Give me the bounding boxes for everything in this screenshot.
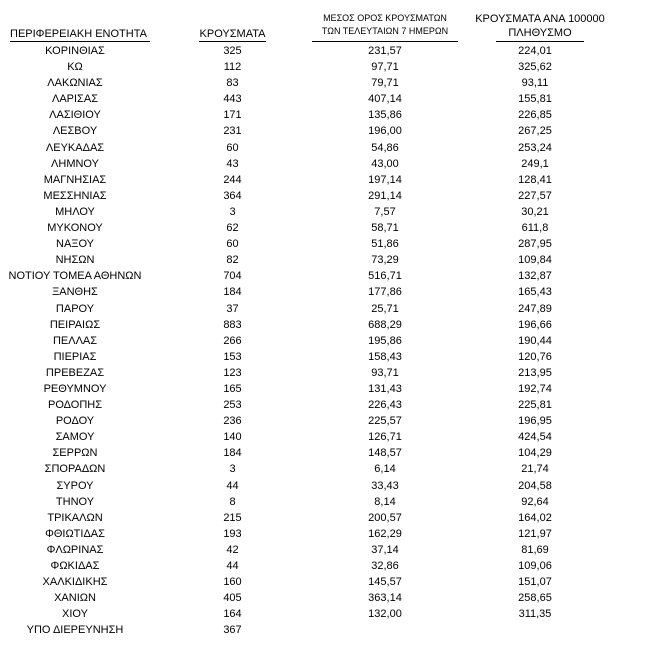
cell-cases: 704 bbox=[223, 270, 242, 283]
cell-avg: 7,57 bbox=[374, 205, 396, 218]
table-row bbox=[0, 349, 649, 365]
cell-per-capita: 120,76 bbox=[518, 350, 552, 363]
table-row bbox=[0, 107, 649, 123]
cell-avg: 196,00 bbox=[368, 125, 402, 138]
cell-avg: 54,86 bbox=[371, 141, 399, 154]
cell-avg: 93,71 bbox=[371, 366, 399, 379]
cell-per-capita: 311,35 bbox=[518, 608, 552, 621]
cell-region: ΛΑΣΙΘΙΟΥ bbox=[49, 109, 101, 122]
cell-region: ΣΠΟΡΑΔΩΝ bbox=[44, 463, 106, 476]
cell-cases: 83 bbox=[226, 77, 239, 90]
table-row bbox=[0, 510, 649, 526]
cell-per-capita: 165,43 bbox=[518, 286, 552, 299]
cell-region: ΚΟΡΙΝΘΙΑΣ bbox=[45, 45, 105, 57]
cell-region: ΜΗΛΟΥ bbox=[55, 205, 95, 218]
cell-avg: 688,29 bbox=[368, 318, 402, 331]
cell-per-capita: 121,97 bbox=[518, 527, 552, 540]
table-row bbox=[0, 397, 649, 413]
cell-per-capita: 109,06 bbox=[518, 560, 552, 572]
cell-cases: 3 bbox=[229, 463, 236, 476]
table-row bbox=[0, 413, 649, 429]
cell-per-capita: 21,74 bbox=[521, 463, 549, 476]
cell-region: ΦΩΚΙΔΑΣ bbox=[50, 560, 100, 572]
cell-avg: 73,29 bbox=[371, 254, 399, 267]
cell-avg: 177,86 bbox=[368, 286, 402, 299]
table-row bbox=[0, 461, 649, 477]
table-row bbox=[0, 91, 649, 107]
cell-avg: 131,43 bbox=[368, 382, 402, 395]
cell-per-capita: 196,66 bbox=[518, 318, 552, 331]
table-row bbox=[0, 123, 649, 139]
table-row bbox=[0, 365, 649, 381]
cell-cases: 153 bbox=[223, 350, 242, 363]
cell-per-capita: 92,64 bbox=[521, 495, 549, 508]
cell-per-capita: 611,8 bbox=[521, 222, 549, 235]
header-region-underline bbox=[10, 41, 150, 42]
cell-per-capita: 204,58 bbox=[518, 479, 552, 492]
cell-avg: 197,14 bbox=[368, 173, 402, 186]
cell-cases: 367 bbox=[223, 624, 242, 637]
cell-avg: 33,43 bbox=[371, 479, 399, 492]
cell-per-capita: 247,89 bbox=[518, 302, 552, 315]
cell-avg: 79,71 bbox=[371, 77, 399, 90]
table-row bbox=[0, 204, 649, 220]
header-per-line2: ΠΛΗΘΥΣΜΟ bbox=[508, 27, 572, 39]
cell-cases: 44 bbox=[226, 560, 239, 572]
table-row bbox=[0, 445, 649, 461]
header-avg-line1: ΜΕΣΟΣ ΟΡΟΣ ΚΡΟΥΣΜΑΤΩΝ bbox=[323, 13, 447, 23]
cell-region: ΥΠΟ ΔΙΕΡΕΥΝΗΣΗ bbox=[26, 624, 124, 637]
table-row bbox=[0, 542, 649, 558]
cell-region: ΠΙΕΡΙΑΣ bbox=[53, 350, 97, 363]
cell-region: ΛΕΣΒΟΥ bbox=[52, 125, 98, 138]
table-row bbox=[0, 172, 649, 188]
table-row bbox=[0, 317, 649, 333]
cell-cases: 44 bbox=[226, 479, 239, 492]
cell-per-capita: 196,95 bbox=[518, 415, 552, 428]
cell-avg: 126,71 bbox=[368, 431, 402, 444]
cell-avg: 25,71 bbox=[371, 302, 399, 315]
cell-per-capita: 225,81 bbox=[518, 399, 552, 412]
cell-region: ΛΑΡΙΣΑΣ bbox=[51, 93, 98, 106]
table-row bbox=[0, 188, 649, 204]
cell-cases: 215 bbox=[223, 511, 242, 524]
cell-avg: 363,14 bbox=[368, 592, 402, 605]
cell-per-capita: 190,44 bbox=[518, 334, 552, 347]
table-row bbox=[0, 381, 649, 397]
cell-avg: 407,14 bbox=[368, 93, 402, 106]
cell-per-capita: 104,29 bbox=[518, 447, 552, 460]
table-row bbox=[0, 494, 649, 510]
cell-region: ΡΕΘΥΜΝΟΥ bbox=[43, 382, 107, 395]
cell-cases: 62 bbox=[226, 222, 239, 235]
table-row bbox=[0, 622, 649, 638]
cell-avg: 58,71 bbox=[371, 222, 399, 235]
cell-cases: 405 bbox=[223, 592, 242, 605]
table-row bbox=[0, 140, 649, 156]
cell-region: ΜΕΣΣΗΝΙΑΣ bbox=[43, 189, 107, 202]
table-row bbox=[0, 301, 649, 317]
cell-avg: 225,57 bbox=[368, 415, 402, 428]
header-avg-line2: ΤΩΝ ΤΕΛΕΥΤΑΙΩΝ 7 ΗΜΕΡΩΝ bbox=[321, 26, 449, 36]
cell-avg: 195,86 bbox=[368, 334, 402, 347]
cell-per-capita: 249,1 bbox=[521, 157, 549, 170]
cell-region: ΧΙΟΥ bbox=[62, 608, 88, 621]
cell-per-capita: 258,65 bbox=[518, 592, 552, 605]
cell-avg: 200,57 bbox=[368, 511, 402, 524]
cell-per-capita: 151,07 bbox=[518, 576, 552, 589]
header-per-capita bbox=[460, 12, 620, 40]
cell-per-capita: 226,85 bbox=[518, 109, 552, 122]
cell-cases: 112 bbox=[223, 61, 242, 74]
cell-cases: 8 bbox=[229, 495, 236, 508]
cell-cases: 443 bbox=[223, 93, 242, 106]
cell-avg: 8,14 bbox=[374, 495, 396, 508]
table-row bbox=[0, 268, 649, 284]
header-cases: ΚΡΟΥΣΜΑΤΑ bbox=[199, 28, 266, 40]
cell-region: ΝΗΣΩΝ bbox=[55, 254, 95, 267]
table-row bbox=[0, 606, 649, 622]
table-row bbox=[0, 220, 649, 236]
cell-region: ΝΑΞΟΥ bbox=[56, 238, 94, 251]
cell-avg: 97,71 bbox=[371, 61, 399, 74]
cell-avg: 37,14 bbox=[371, 543, 399, 556]
cell-region: ΧΑΝΙΩΝ bbox=[54, 592, 96, 605]
cell-per-capita: 267,25 bbox=[518, 125, 552, 138]
cell-avg: 51,86 bbox=[371, 238, 399, 251]
cell-cases: 244 bbox=[223, 173, 242, 186]
cell-per-capita: 164,02 bbox=[518, 511, 552, 524]
header-per-underline bbox=[496, 41, 584, 42]
cell-region: ΜΑΓΝΗΣΙΑΣ bbox=[43, 173, 107, 186]
cell-per-capita: 325,62 bbox=[518, 61, 552, 74]
cell-avg: 148,57 bbox=[368, 447, 402, 460]
cell-per-capita: 30,21 bbox=[521, 205, 549, 218]
cell-region: ΧΑΛΚΙΔΙΚΗΣ bbox=[42, 576, 108, 589]
cell-cases: 140 bbox=[223, 431, 242, 444]
cell-region: ΠΕΛΛΑΣ bbox=[52, 334, 98, 347]
cell-cases: 43 bbox=[226, 157, 239, 170]
header-cases-underline bbox=[199, 41, 266, 42]
cell-cases: 231 bbox=[223, 125, 242, 138]
table-row bbox=[0, 333, 649, 349]
cell-avg: 43,00 bbox=[371, 157, 399, 170]
cell-avg: 135,86 bbox=[368, 109, 402, 122]
table-row bbox=[0, 59, 649, 75]
table-row bbox=[0, 558, 649, 574]
cell-cases: 160 bbox=[223, 576, 242, 589]
cell-region: ΡΟΔΟΠΗΣ bbox=[47, 399, 103, 412]
cell-cases: 253 bbox=[223, 399, 242, 412]
cell-avg: 231,57 bbox=[368, 45, 402, 57]
cell-per-capita: 132,87 bbox=[518, 270, 552, 283]
cell-per-capita: 424,54 bbox=[518, 431, 552, 444]
cell-region: ΣΕΡΡΩΝ bbox=[52, 447, 98, 460]
table-body bbox=[0, 43, 649, 638]
table-row bbox=[0, 429, 649, 445]
table-row bbox=[0, 75, 649, 91]
cell-avg: 145,57 bbox=[368, 576, 402, 589]
cell-region: ΞΑΝΘΗΣ bbox=[52, 286, 98, 299]
cell-cases: 184 bbox=[223, 447, 242, 460]
cell-cases: 236 bbox=[223, 415, 242, 428]
cell-cases: 171 bbox=[223, 109, 242, 122]
cell-cases: 42 bbox=[226, 543, 239, 556]
cell-per-capita: 81,69 bbox=[521, 543, 549, 556]
cell-avg: 291,14 bbox=[368, 189, 402, 202]
cell-avg: 226,43 bbox=[368, 399, 402, 412]
cell-avg: 6,14 bbox=[374, 463, 396, 476]
cell-cases: 37 bbox=[226, 302, 239, 315]
cell-per-capita: 93,11 bbox=[521, 77, 549, 90]
cell-region: ΤΗΝΟΥ bbox=[55, 495, 95, 508]
cell-avg: 132,00 bbox=[368, 608, 402, 621]
cell-region: ΚΩ bbox=[67, 61, 83, 74]
table-row bbox=[0, 236, 649, 252]
cell-region: ΠΡΕΒΕΖΑΣ bbox=[45, 366, 105, 379]
cell-avg: 162,29 bbox=[368, 527, 402, 540]
header-avg-underline bbox=[312, 41, 458, 42]
cell-cases: 184 bbox=[223, 286, 242, 299]
cell-region: ΠΑΡΟΥ bbox=[55, 302, 95, 315]
table-row bbox=[0, 43, 649, 59]
cell-region: ΡΟΔΟΥ bbox=[55, 415, 95, 428]
header-region: ΠΕΡΙΦΕΡΕΙΑΚΗ ΕΝΟΤΗΤΑ bbox=[10, 28, 147, 40]
cell-per-capita: 253,24 bbox=[518, 141, 552, 154]
cell-per-capita: 128,41 bbox=[518, 173, 552, 186]
cell-region: ΦΘΙΩΤΙΔΑΣ bbox=[45, 527, 105, 540]
cell-cases: 164 bbox=[223, 608, 242, 621]
cell-per-capita: 109,84 bbox=[518, 254, 552, 267]
cell-avg: 32,86 bbox=[371, 560, 399, 572]
cell-per-capita: 192,74 bbox=[518, 382, 552, 395]
table-row bbox=[0, 156, 649, 172]
cell-region: ΛΕΥΚΑΔΑΣ bbox=[45, 141, 105, 154]
cell-per-capita: 155,81 bbox=[518, 93, 552, 106]
table-row bbox=[0, 284, 649, 300]
table-row bbox=[0, 574, 649, 590]
cell-cases: 3 bbox=[229, 205, 236, 218]
cell-region: ΤΡΙΚΑΛΩΝ bbox=[47, 511, 103, 524]
cell-cases: 883 bbox=[223, 318, 242, 331]
cell-avg: 516,71 bbox=[368, 270, 402, 283]
cell-cases: 165 bbox=[223, 382, 242, 395]
cell-per-capita: 287,95 bbox=[518, 238, 552, 251]
header-per-line1: ΚΡΟΥΣΜΑΤΑ ΑΝΑ 100000 bbox=[475, 13, 605, 25]
cell-cases: 325 bbox=[223, 45, 242, 57]
cell-cases: 193 bbox=[223, 527, 242, 540]
cell-region: ΝΟΤΙΟΥ ΤΟΜΕΑ ΑΘΗΝΩΝ bbox=[8, 270, 142, 283]
cell-region: ΣΑΜΟΥ bbox=[55, 431, 95, 444]
cell-cases: 60 bbox=[226, 238, 239, 251]
cell-per-capita: 213,95 bbox=[518, 366, 552, 379]
cell-per-capita: 227,57 bbox=[518, 189, 552, 202]
cell-region: ΛΑΚΩΝΙΑΣ bbox=[47, 77, 103, 90]
header-avg bbox=[300, 12, 470, 38]
cell-cases: 82 bbox=[226, 254, 239, 267]
cell-region: ΜΥΚΟΝΟΥ bbox=[47, 222, 103, 235]
table-row bbox=[0, 478, 649, 494]
cell-region: ΦΛΩΡΙΝΑΣ bbox=[46, 543, 104, 556]
cell-region: ΛΗΜΝΟΥ bbox=[51, 157, 99, 170]
table-row bbox=[0, 590, 649, 606]
cell-per-capita: 224,01 bbox=[518, 45, 552, 57]
cell-avg: 158,43 bbox=[368, 350, 402, 363]
table-row bbox=[0, 526, 649, 542]
cell-region: ΠΕΙΡΑΙΩΣ bbox=[49, 318, 101, 331]
cell-cases: 123 bbox=[223, 366, 242, 379]
cell-cases: 266 bbox=[223, 334, 242, 347]
cell-region: ΣΥΡΟΥ bbox=[56, 479, 94, 492]
table-row bbox=[0, 252, 649, 268]
cell-cases: 60 bbox=[226, 141, 239, 154]
cell-cases: 364 bbox=[223, 189, 242, 202]
